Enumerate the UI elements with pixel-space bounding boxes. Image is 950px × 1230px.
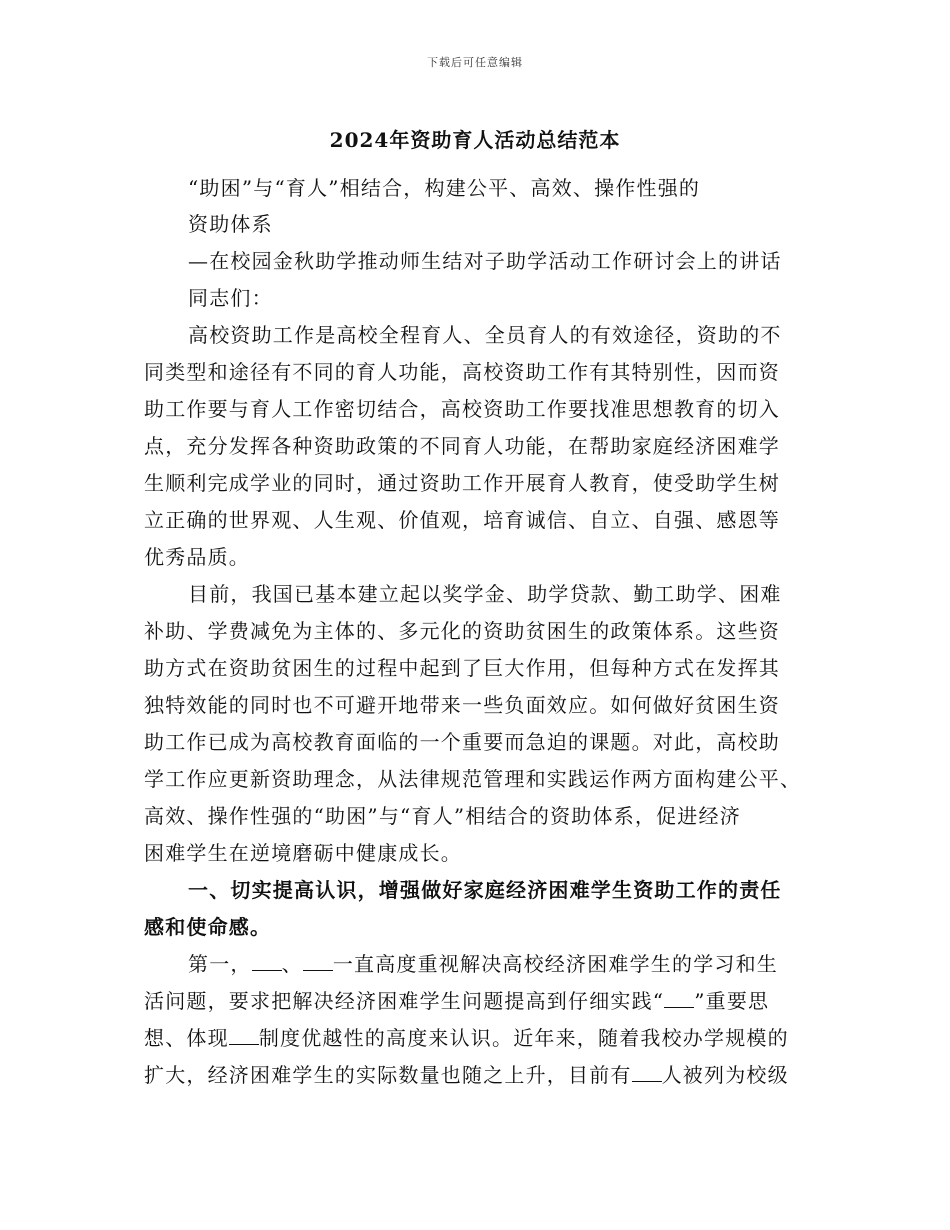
fill-in-blank — [632, 1063, 662, 1082]
heading-line: 一、切实提高认识，增强做好家庭经济困难学生资助工作的责任 — [188, 878, 782, 902]
subtitle-line-2: 资助体系 — [188, 212, 273, 236]
paragraph-line: 助方式在资助贫困生的过程中起到了巨大作用，但每种方式在发挥其 — [144, 656, 780, 680]
fill-in-blank — [229, 1026, 259, 1045]
paragraph-line — [144, 1061, 789, 1089]
paragraph-line — [144, 1024, 789, 1052]
text-segment: ”重要思 — [694, 989, 770, 1013]
paragraph-line — [188, 950, 778, 978]
text-segment: 、 — [281, 952, 303, 976]
paragraph-line — [144, 987, 769, 1015]
document-title: 2024年资助育人活动总结范本 — [329, 128, 621, 152]
paragraph-line: 助工作已成为高校教育面临的一个重要而急迫的课题。对此，高校助 — [144, 730, 780, 754]
text-segment: 人被列为校级 — [661, 1063, 789, 1087]
fill-in-blank — [664, 989, 694, 1008]
paragraph-line: 困难学生在逆境磨砺中健康成长。 — [144, 841, 462, 865]
paragraph-line: 补助、学费减免为主体的、多元化的资助贫困生的政策体系。这些资 — [144, 619, 780, 643]
text-segment: 第一， — [188, 952, 252, 976]
text-segment: 想、体现 — [144, 1026, 229, 1050]
subtitle-line-1: “助困”与“育人”相结合，构建公平、高效、操作性强的 — [188, 176, 701, 200]
paragraph-line: 立正确的世界观、人生观、价值观，培育诚信、自立、自强、感恩等 — [144, 508, 780, 532]
occasion-line: —在校园金秋助学推动师生结对子助学活动工作研讨会上的讲话 — [188, 249, 782, 273]
paragraph-line: 目前，我国已基本建立起以奖学金、助学贷款、勤工助学、困难 — [188, 582, 782, 606]
text-segment: 制度优越性的高度来认识。近年来，随着我校办学规模的 — [258, 1026, 789, 1050]
page-header-note: 下载后可任意编辑 — [427, 56, 523, 69]
paragraph-line: 学工作应更新资助理念，从法律规范管理和实践运作两方面构建公平、 — [144, 767, 802, 791]
paragraph-line: 高校资助工作是高校全程育人、全员育人的有效途径，资助的不 — [188, 323, 782, 347]
fill-in-blank — [252, 952, 282, 971]
paragraph-line: 生顺利完成学业的同时，通过资助工作开展育人教育，使受助学生树 — [144, 471, 780, 495]
paragraph-line: 助工作要与育人工作密切结合，高校资助工作要找准思想教育的切入 — [144, 397, 780, 421]
text-segment: 一直高度重视解决高校经济困难学生的学习和生 — [332, 952, 779, 976]
heading-line: 感和使命感。 — [144, 915, 272, 939]
paragraph-line: 优秀品质。 — [144, 545, 250, 569]
text-segment: 扩大，经济困难学生的实际数量也随之上升，目前有 — [144, 1063, 632, 1087]
paragraph-line: 独特效能的同时也不可避开地带来一些负面效应。如何做好贫困生资 — [144, 693, 780, 717]
paragraph-line: 同类型和途径有不同的育人功能，高校资助工作有其特别性，因而资 — [144, 360, 780, 384]
salutation: 同志们： — [188, 286, 273, 310]
text-segment: 活问题，要求把解决经济困难学生问题提高到仔细实践“ — [144, 989, 665, 1013]
fill-in-blank — [303, 952, 333, 971]
paragraph-line: 点，充分发挥各种资助政策的不同育人功能，在帮助家庭经济困难学 — [144, 434, 780, 458]
paragraph-line: 高效、操作性强的“助困”与“育人”相结合的资助体系，促进经济 — [144, 804, 741, 828]
